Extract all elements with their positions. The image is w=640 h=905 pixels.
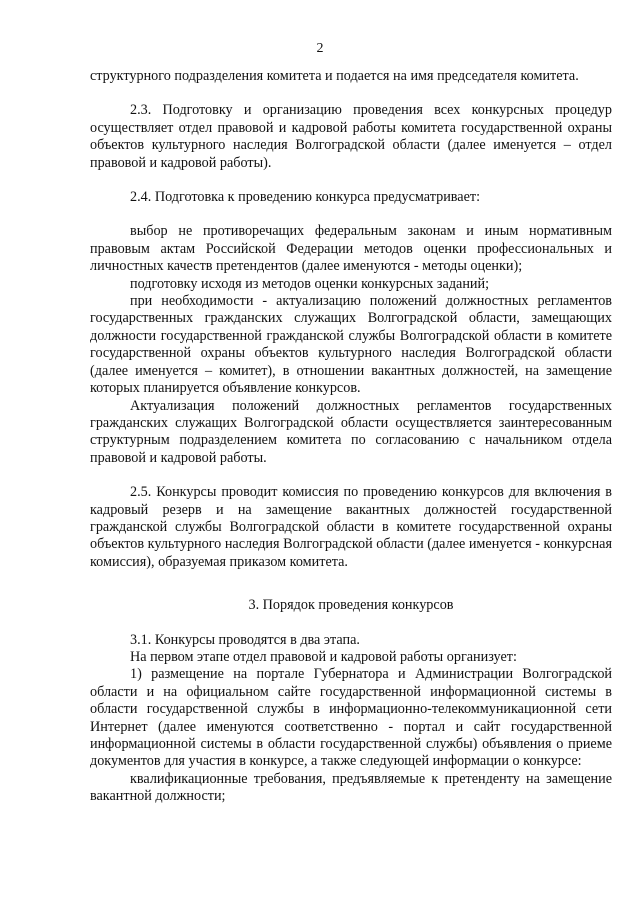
- paragraph-competition-tasks: подготовку исходя из методов оценки конкурсных заданий;: [130, 275, 490, 292]
- page-number: 2: [316, 41, 324, 56]
- paragraph-3-1: 3.1. Конкурсы проводятся в два этапа.: [130, 631, 360, 648]
- paragraph-continuation: структурного подразделения комитета и подается на имя председателя комитета.: [90, 68, 579, 84]
- document-body: [90, 68, 612, 806]
- section-heading-3: 3. Порядок проведения конкурсов: [248, 597, 454, 614]
- paragraph-2-5: 2.5. Конкурсы проводит комиссия по проведению конкурсов для включения в кадровый резерв и на замещение вакантных должностей государственной гражданской службы Волгоградской области в комитете государственной охраны объектов культурного наследия Волгоградской области (далее именуется - конкурсная комиссия), образуемая приказом комитета.: [90, 484, 612, 570]
- paragraph-item-1: 1) размещение на портале Губернатора и Администрации Волгоградской области и на официальном сайте государственной информационной системы в области государственной службы в информационно-телекоммуникационной сети Интернет (далее именуются соответственно - портал и сайт государственной информационной системы в области государственной службы) объявления о приеме документов для участия в конкурсе, а также следующей информации о конкурсе:: [90, 666, 612, 770]
- paragraph-first-stage: На первом этапе отдел правовой и кадровой работы организует:: [130, 648, 517, 665]
- paragraph-regulations-approval: Актуализация положений должностных регламентов государственных гражданских служащих Волгоградской области осуществляется заинтересованным структурным подразделением комитета по согласованию с начальником отдела правовой и кадровой работы.: [90, 397, 612, 466]
- paragraph-2-4: 2.4. Подготовка к проведению конкурса предусматривает:: [130, 189, 481, 206]
- paragraph-assessment-methods: выбор не противоречащих федеральным законам и иным нормативным правовым актам Российской Федерации методов оценки профессиональных и личностных качеств претендентов (далее именуются - методы оценки);: [90, 223, 612, 275]
- paragraph-qualification: квалификационные требования, предъявляемые к претенденту на замещение вакантной должности;: [90, 770, 612, 805]
- paragraph-regulations-update: при необходимости - актуализацию положений должностных регламентов государственных гражданских служащих Волгоградской области, замещающих должности государственной гражданской службы Волгоградской области в комитете государственной охраны объектов культурного наследия Волгоградской области (далее именуется – комитет), в отношении вакантных должностей, на замещение которых планируется объявление конкурсов.: [90, 293, 612, 397]
- paragraph-2-3: 2.3. Подготовку и организацию проведения всех конкурсных процедур осуществляет отдел правовой и кадровой работы комитета государственной охраны объектов культурного наследия Волгоградской области (далее именуется – отдел правовой и кадровой работы).: [90, 102, 612, 171]
